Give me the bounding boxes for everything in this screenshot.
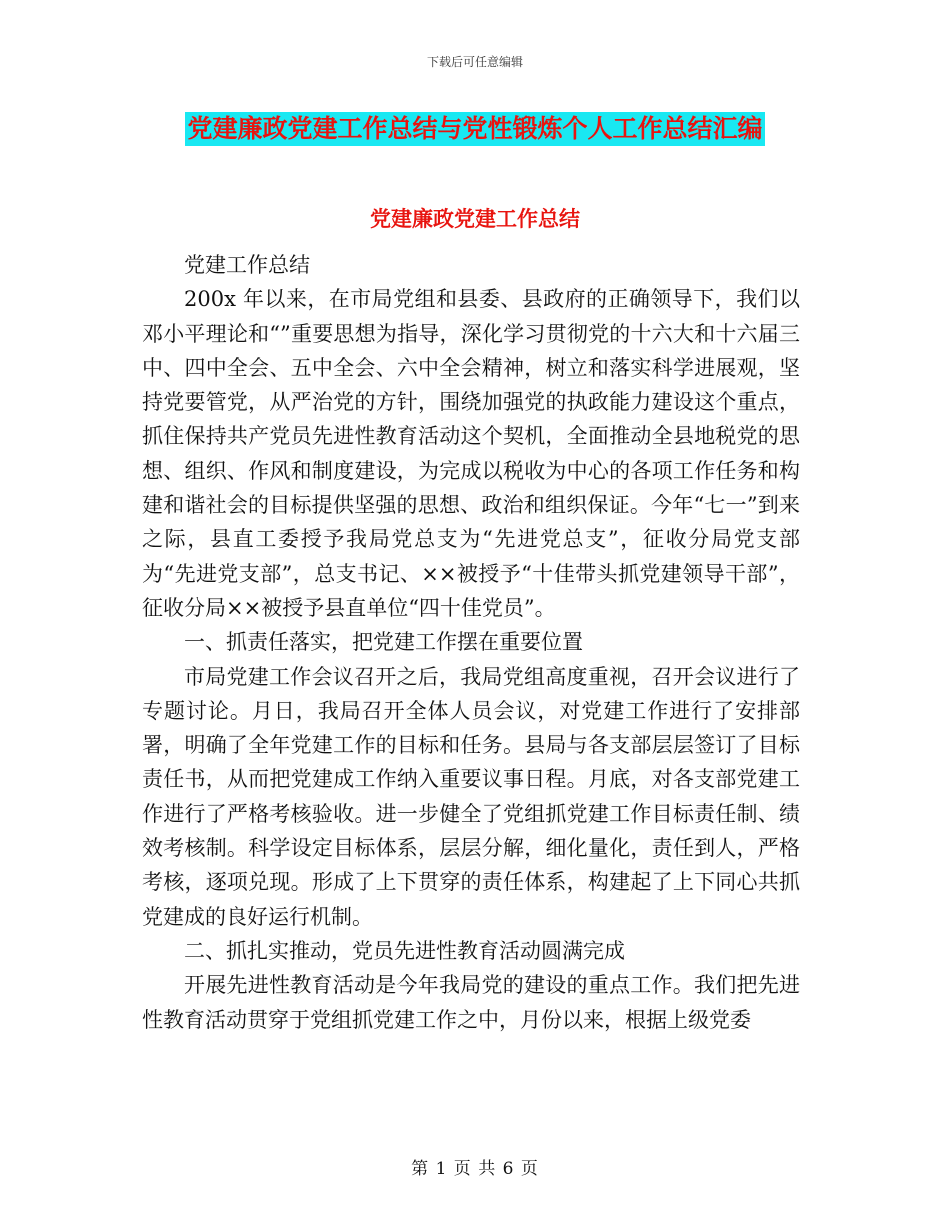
- main-title: 党建廉政党建工作总结与党性锻炼个人工作总结汇编: [185, 112, 764, 146]
- paragraph-heading: 党建工作总结: [184, 253, 310, 277]
- paragraph: 市局党建工作会议召开之后，我局党组高度重视，召开会议进行了专题讨论。月日，我局召开全体人员会议，对党建工作进行了安排部署，明确了全年党建工作的目标和任务。县局与各支部层层签订了目标责任书，从而把党建成工作纳入重要议事日程。月底，对各支部党建工作进行了严格考核验收。进一步健全了党组抓党建工作目标责任制、绩效考核制。科学设定目标体系，层层分解，细化量化，责任到人，严格考核，逐项兑现。形成了上下贯穿的责任体系，构建起了上下同心共抓党建成的良好运行机制。: [142, 664, 800, 929]
- header-note: 下载后可任意编辑: [426, 55, 523, 69]
- section-heading: 一、抓责任落实，把党建工作摆在重要位置: [184, 630, 583, 655]
- section-heading: 二、抓扎实推动，党员先进性教育活动圆满完成: [184, 938, 625, 963]
- sub-title: 党建廉政党建工作总结: [370, 206, 580, 231]
- page-number: 第 1 页 共 6 页: [411, 1159, 539, 1179]
- paragraph: 200x 年以来，在市局党组和县委、县政府的正确领导下，我们以邓小平理论和“”重要思想为指导，深化学习贯彻党的十六大和十六届三中、四中全会、五中全会、六中全会精神，树立和落实科学进展观，坚持党要管党，从严治党的方针，围绕加强党的执政能力建设这个重点，抓住保持共产党员先进性教育活动这个契机，全面推动全县地税党的思想、组织、作风和制度建设，为完成以税收为中心的各项工作任务和构建和谐社会的目标提供坚强的思想、政治和组织保证。今年“七一”到来之际，县直工委授予我局党总支为“先进党总支”，征收分局党支部为“先进党支部”，总支书记、××被授予“十佳带头抓党建领导干部”，征收分局××被授予县直单位“四十佳党员”。: [142, 287, 800, 620]
- main-title-container: [0, 112, 950, 146]
- paragraph: 开展先进性教育活动是今年我局党的建设的重点工作。我们把先进性教育活动贯穿于党组抓党建工作之中，月份以来，根据上级党委: [142, 973, 800, 1032]
- document-body: [142, 248, 800, 1037]
